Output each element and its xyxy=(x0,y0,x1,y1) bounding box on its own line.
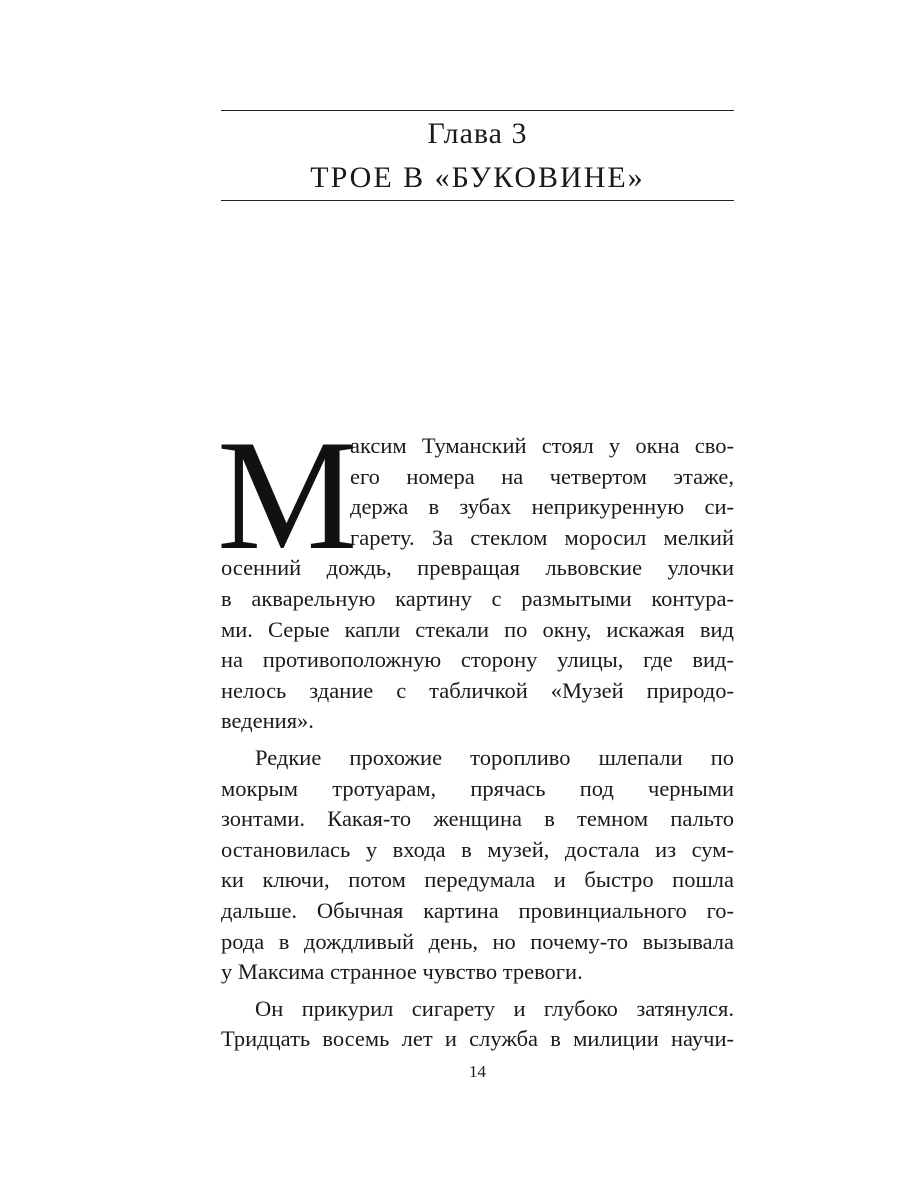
text-line: у Максима странное чувство тревоги. xyxy=(221,959,583,985)
paragraph-3 xyxy=(221,994,734,1055)
text-line: Тридцать восемь лет и служба в милиции научи- xyxy=(221,1026,734,1052)
paragraph-1 xyxy=(217,408,734,737)
text-line: мокрым тротуарам, прячась под черными xyxy=(221,775,734,801)
text-line: на противоположную сторону улицы, где вид- xyxy=(221,647,734,673)
text-line: держа в зубах неприкуренную си- xyxy=(350,494,734,520)
text-line: дальше. Обычная картина провинциального го- xyxy=(221,897,734,923)
text-line: остановилась у входа в музей, достала из сум- xyxy=(221,836,734,862)
chapter-heading xyxy=(221,112,734,200)
page-number: 14 xyxy=(469,1062,486,1081)
top-rule xyxy=(221,110,734,111)
text-line: ми. Серые капли стекали по окну, искажая вид xyxy=(221,616,734,642)
text-line: его номера на четвертом этаже, xyxy=(350,463,734,489)
text-line: ведения». xyxy=(221,708,314,734)
paragraph-2 xyxy=(221,743,734,988)
text-line: гарету. За стеклом моросил мелкий xyxy=(350,524,734,550)
text-line: осенний дождь, превращая львовские улочки xyxy=(221,555,734,581)
bottom-rule xyxy=(221,200,734,201)
text-line: нелось здание с табличкой «Музей природо- xyxy=(221,677,734,703)
text-line: в акварельную картину с размытыми контура- xyxy=(221,585,734,611)
text-line: ки ключи, потом передумала и быстро пошла xyxy=(221,867,734,893)
text-line: аксим Туманский стоял у окна сво- xyxy=(350,433,734,458)
drop-cap: М xyxy=(217,408,358,583)
body-text xyxy=(217,408,734,1055)
text-line: рода в дождливый день, но почему-то вызывала xyxy=(221,928,734,954)
chapter-number: Глава 3 xyxy=(427,117,528,150)
text-line: Редкие прохожие торопливо шлепали по xyxy=(255,744,734,770)
chapter-title: ТРОЕ В «БУКОВИНЕ» xyxy=(310,161,645,194)
text-line: Он прикурил сигарету и глубоко затянулся. xyxy=(255,995,734,1021)
text-line: зонтами. Какая-то женщина в темном пальто xyxy=(221,806,734,832)
